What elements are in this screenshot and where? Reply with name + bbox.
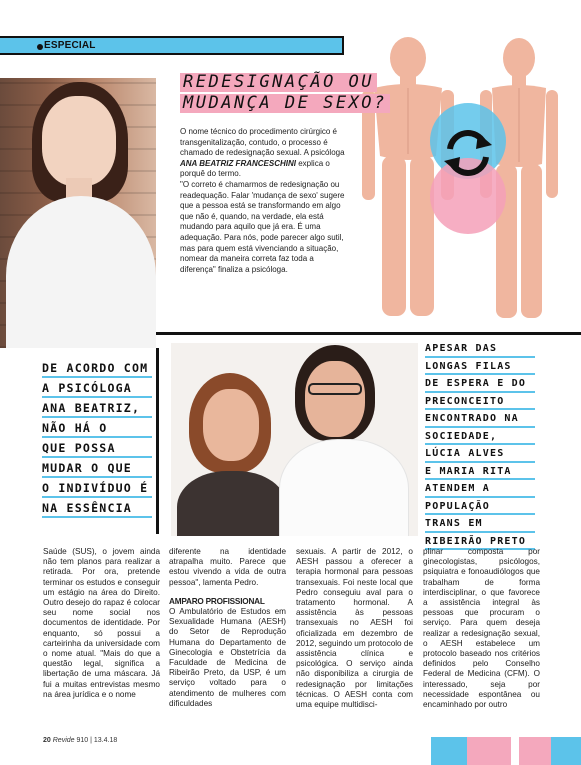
body-column-2 — [169, 547, 286, 709]
pull-quote-line: ATENDEM A — [425, 482, 535, 498]
intro-quote: "O correto é chamarmos de redesignação ou readequação. Falar 'mudança de sexo' sugere que a pessoa está se transformando em algo que não é, quando, na verdade, ela está mudando para aquilo que já era. É uma adequação. Para nós, pode parecer algo sutil, mas para quem está vivenciando a situação, nomear da maneira correta faz toda a diferença" finaliza a psicóloga. — [180, 179, 345, 274]
intro-lead: O nome técnico do procedimento cirúrgico é transgenitalização, contudo, o processo é chamado de redesignação sexual. A psicóloga — [180, 127, 345, 158]
pull-quote-line: A PSICÓLOGA — [42, 381, 152, 398]
body-paragraph: O Ambulatório de Estudos em Sexualidade Humana (AESH) do Setor de Reprodução Humana do Departamento de Ginecologia e Obstetrícia da Faculdade de Medicina de Ribeirão Preto, da USP, é um serviço voltado para o atendimento de mulheres com dificuldades — [169, 607, 286, 708]
pull-quote-line: ENCONTRADO NA — [425, 412, 535, 428]
page-footer — [43, 737, 117, 744]
footer-stripe-pink-2 — [519, 737, 551, 765]
pull-quote-line: E MARIA RITA — [425, 465, 535, 481]
section-tag — [0, 36, 344, 55]
body-column-4 — [423, 547, 540, 710]
footer-stripe-white — [511, 737, 519, 765]
pull-quote-line: NA ESSÊNCIA — [42, 501, 152, 518]
pull-quote-line: DE ACORDO COM — [42, 361, 152, 378]
pull-quote-line: PRECONCEITO — [425, 395, 535, 411]
pull-quote-line: SOCIEDADE, — [425, 430, 535, 446]
subheading: AMPARO PROFISSIONAL — [169, 596, 265, 606]
intro-explains: explica o porquê do termo. — [180, 158, 330, 179]
intro-text — [180, 127, 348, 275]
pull-quote-left — [42, 361, 152, 521]
pull-quote-line: QUE POSSA — [42, 441, 152, 458]
pull-quote-line: ANA BEATRIZ, — [42, 401, 152, 418]
vertical-divider — [156, 348, 159, 534]
body-paragraph: sexuais. A partir de 2012, o AESH passou a oferecer a terapia hormonal para pessoas transexuais. Foi neste local que Pedro conseguiu aval para o tratamento hormonal. A assistência às pessoas transexuais no AESH foi oficializada em dezembro de 2012, seguindo um protocolo de assistência clínica e psicológica. O serviço ainda não disponibiliza a cirurgia de redesignação por limitações técnicas. O AESH conta com uma equipe multidisci- — [296, 547, 413, 710]
pull-quote-line: LONGAS FILAS — [425, 360, 535, 376]
footer-stripe-pink — [467, 737, 511, 765]
psychologist-name: ANA BEATRIZ FRANCESCHINI — [180, 158, 296, 168]
dot-icon — [37, 44, 43, 50]
sidebar-headline — [180, 72, 387, 115]
issue-info: 910 | 13.4.18 — [76, 737, 118, 744]
headline-line-1: REDESIGNAÇÃO OU — [180, 73, 377, 92]
lucia-maria-photo — [171, 343, 418, 536]
headline-line-2: MUDANÇA DE SEXO? — [180, 94, 390, 113]
pull-quote-line: NÃO HÁ O — [42, 421, 152, 438]
pull-quote-line: POPULAÇÃO — [425, 500, 535, 516]
glasses-icon — [308, 383, 362, 395]
refresh-arrows-icon — [440, 125, 496, 181]
horizontal-divider — [156, 332, 581, 335]
body-paragraph: diferente na identidade atrapalha muito. Parece que estou vivendo a vida de outra pessoa", lamenta Pedro. — [169, 547, 286, 587]
page-number: 20 — [43, 737, 51, 744]
footer-stripe-blue-2 — [551, 737, 581, 765]
footer-stripe-blue — [431, 737, 467, 765]
pull-quote-line: TRANS EM — [425, 517, 535, 533]
pull-quote-line: APESAR DAS — [425, 342, 535, 358]
pull-quote-line: O INDIVÍDUO É — [42, 481, 152, 498]
magazine-name: Revide — [52, 737, 75, 744]
pull-quote-line: DE ESPERA E DO — [425, 377, 535, 393]
pull-quote-line: RIBEIRÃO PRETO — [425, 535, 535, 551]
pull-quote-line: LÚCIA ALVES — [425, 447, 535, 463]
body-paragraph: Saúde (SUS), o jovem ainda não tem planos para realizar a retirada. Por ora, pretende terminar os estudos e conseguir um estágio na área do Direito. Outro desejo do rapaz é colocar seu nome social nos documentos de identidade. Por enquanto, só possui a carteirinha da universidade com o nome atual. "Mais do que a questão legal, significa a libertação de uma máscara. Já fui a muitas entrevistas mesmo na área jurídica e o nome — [43, 547, 160, 699]
section-label: ESPECIAL — [44, 40, 96, 51]
body-paragraph: plinar composta por ginecologistas, psicólogos, psiquiatra e fonoaudiólogos que trabalham de forma interdisciplinar, o que favorece a assistência integral às pessoas que procuram o serviço. Para quem deseja realizar a redesignação sexual, o AESH estabelece um protocolo baseado nos critérios definidos pelo Conselho Federal de Medicina (CFM). O interessado, seja por necessidade espontânea ou encaminhado por outro — [423, 547, 540, 710]
body-column-3 — [296, 547, 413, 710]
psychologist-photo — [0, 78, 156, 348]
body-column-1 — [43, 547, 160, 700]
pull-quote-line: MUDAR O QUE — [42, 461, 152, 478]
pull-quote-right — [425, 342, 535, 552]
